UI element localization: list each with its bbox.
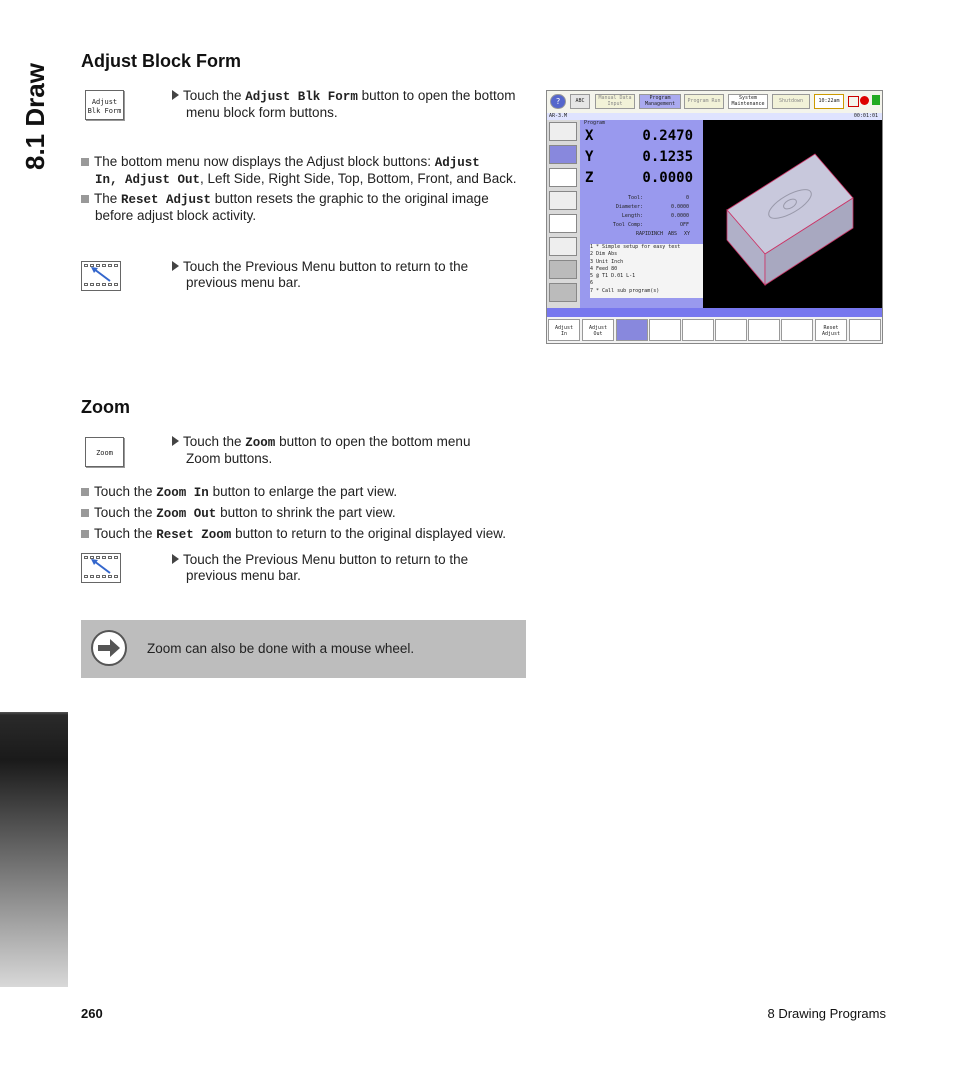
bullet-icon [81, 488, 89, 496]
toolpath-icon [549, 168, 577, 187]
step-arrow-icon [172, 261, 179, 271]
screenshot-top-bar [547, 91, 882, 114]
note-box [81, 620, 526, 678]
screenshot-bottom-bar [547, 317, 882, 343]
bullet-icon [81, 195, 89, 203]
disabled-tool-icon [549, 283, 577, 302]
adjust-step-2: Touch the Previous Menu button to return to the previous menu bar. [172, 259, 532, 291]
axis-row-z: Z 0.0000 [585, 170, 693, 186]
screenshot-dro-panel [580, 120, 703, 308]
note-arrow-icon [91, 630, 127, 666]
arrow-up-left-icon [82, 559, 120, 575]
left-side-view-icon [616, 319, 648, 341]
controller-screenshot [546, 90, 883, 344]
right-side-view-icon [649, 319, 681, 341]
step-arrow-icon [172, 90, 179, 100]
help-icon: ? [550, 94, 566, 109]
bottom-view-icon [715, 319, 747, 341]
red-status-light-icon [860, 96, 869, 105]
zoom-bullet-3: Touch the Reset Zoom button to return to the original displayed view. [81, 526, 541, 543]
page-number: 260 [81, 1006, 103, 1021]
manual-data-input-button: Manual Data Input [595, 94, 635, 109]
zoom-softkey-image: Zoom [85, 437, 124, 467]
draw-icon [549, 145, 577, 164]
adjust-blk-form-softkey-image: Adjust Blk Form [85, 90, 124, 120]
bullet-icon [81, 158, 89, 166]
section-heading-adjust-block-form: Adjust Block Form [81, 51, 242, 71]
zoom-step-2: Touch the Previous Menu button to return to the previous menu bar. [172, 552, 532, 584]
back-view-icon [781, 319, 813, 341]
step-arrow-icon [172, 554, 179, 564]
previous-menu-softkey-image [81, 261, 121, 291]
program-management-button: Program Management [639, 94, 681, 109]
part-3d-graphic [703, 120, 882, 308]
adjust-out-button: Adjust Out [582, 319, 614, 341]
clock-display: 10:22am [814, 94, 844, 109]
bullet-icon [81, 509, 89, 517]
reset-adjust-button: Reset Adjust [815, 319, 847, 341]
screenshot-left-toolbar [547, 120, 580, 308]
bullet-icon [81, 530, 89, 538]
zoom-bullet-2: Touch the Zoom Out button to shrink the part view. [81, 505, 541, 522]
screenshot-status-bar: AR-3.M 00:01:01 [547, 113, 882, 120]
adjust-bullet-1: The bottom menu now displays the Adjust block buttons: Adjust In, Adjust Out, Left Side, Right Side, Top, Bottom, Front, and Back. [81, 154, 531, 188]
program-run-button: Program Run [684, 94, 724, 109]
screenshot-blue-bar [547, 308, 882, 317]
system-maintenance-button: System Maintenance [728, 94, 768, 109]
note-text: Zoom can also be done with a mouse wheel. [147, 641, 415, 656]
disabled-tool-icon [549, 260, 577, 279]
program-listing: 1 * Simple setup for easy test 2 Dim Abs 3 Unit Inch 4 Feed 80 5 @ T1 D.01 L-1 6 7 * Call sub program(s) [590, 244, 703, 298]
right-arrow-icon [93, 632, 125, 664]
estop-indicator-icon [848, 96, 859, 107]
zoom-bullet-1: Touch the Zoom In button to enlarge the part view. [81, 484, 541, 501]
abc-button: ABC [570, 94, 590, 109]
axis-row-x: X 0.2470 [585, 128, 693, 144]
footer-chapter: 8 Drawing Programs [767, 1006, 886, 1021]
axis-row-y: Y 0.1235 [585, 149, 693, 165]
section-heading-zoom: Zoom [81, 397, 130, 417]
part-icon [549, 237, 577, 256]
shutdown-button: Shutdown [772, 94, 810, 109]
shape-icon [549, 214, 577, 233]
adjust-bullet-2: The Reset Adjust button resets the graphic to the original image before adjust block activity. [81, 191, 531, 224]
top-view-icon [682, 319, 714, 341]
chapter-tab-title: 8.1 Draw [20, 63, 50, 170]
zoom-step-1: Touch the Zoom button to open the bottom menu Zoom buttons. [172, 434, 532, 467]
part-view [703, 120, 882, 308]
previous-menu-softkey-image [81, 553, 121, 583]
block-icon [549, 191, 577, 210]
adjust-in-button: Adjust In [548, 319, 580, 341]
program-view-icon [549, 122, 577, 141]
previous-menu-icon [849, 319, 881, 341]
arrow-up-left-icon [82, 267, 120, 283]
program-label: Program [584, 120, 606, 126]
front-view-icon [748, 319, 780, 341]
tool-info: Tool: 0 Diameter: 0.0000 Length: 0.0000 Tool Comp: OFF RAPID: INCH ABS XY [612, 195, 691, 237]
lock-icon [872, 95, 880, 105]
step-arrow-icon [172, 436, 179, 446]
adjust-step-1: Touch the Adjust Blk Form button to open the bottom menu block form buttons. [172, 88, 532, 121]
